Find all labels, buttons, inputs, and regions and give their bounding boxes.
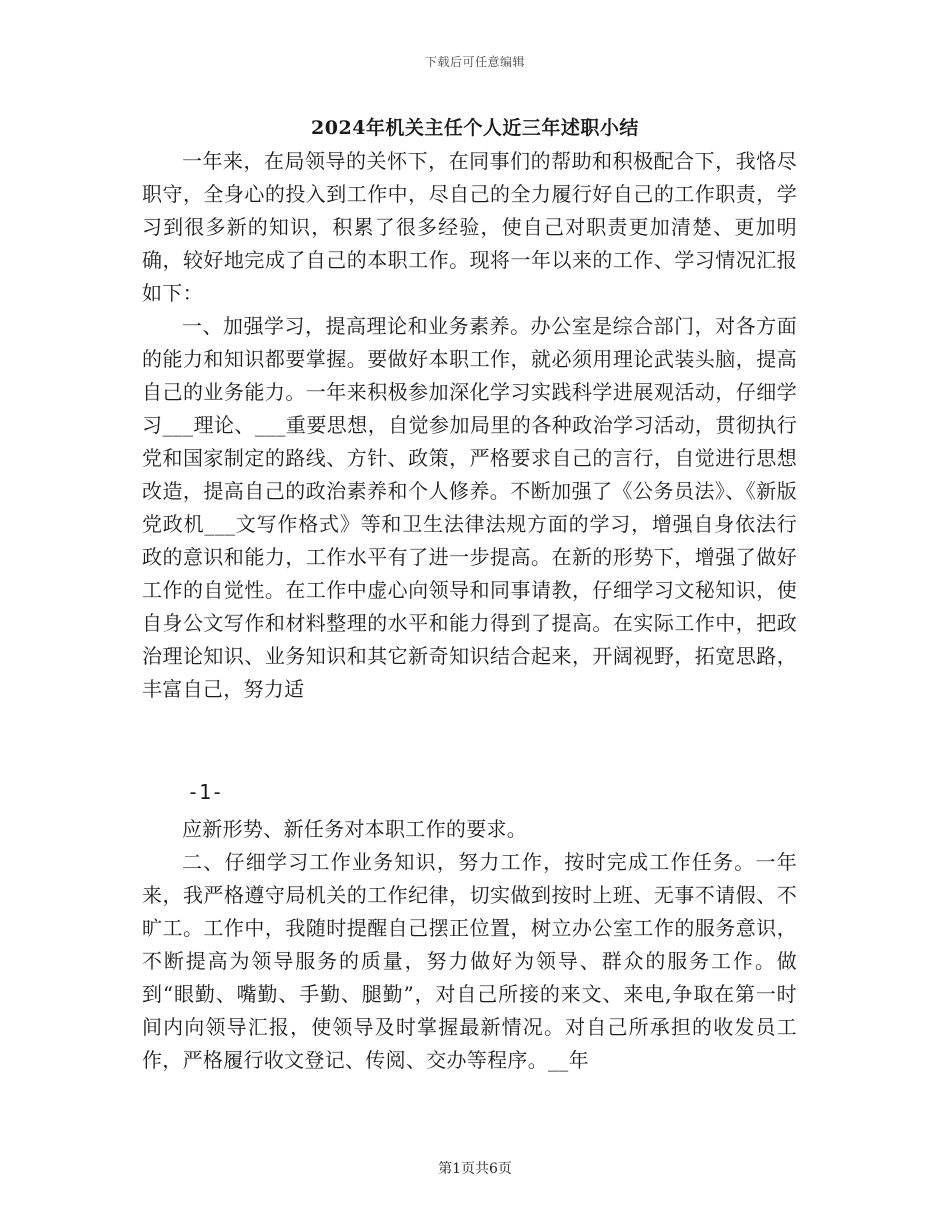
- header-note: 下载后可任意编辑: [424, 55, 525, 69]
- paragraph-continuation: 应新形势、新任务对本职工作的要求。: [182, 817, 528, 841]
- body-section-b: [142, 813, 797, 1077]
- paragraph-section-one: 一、加强学习，提高理论和业务素养。办公室是综合部门，对各方面的能力和知识都要掌握。要做好本职工作，就必须用理论武装头脑，提高自己的业务能力。一年来积极参加深化学习实践科学进展观活动，仔细学习___理论、___重要思想，自觉参加局里的各种政治学习活动，贯彻执行党和国家制定的路线、方针、政策，严格要求自己的言行，自觉进行思想改造，提高自己的政治素养和个人修养。不断加强了《公务员法》、《新版党政机___文写作格式》等和卫生法律法规方面的学习，增强自身依法行政的意识和能力，工作水平有了进一步提高。在新的形势下，增强了做好工作的自觉性。在工作中虚心向领导和同事请教，仔细学习文秘知识，使自身公文写作和材料整理的水平和能力得到了提高。在实际工作中，把政治理论知识、业务知识和其它新奇知识结合起来，开阔视野，拓宽思路，丰富自己，努力适: [142, 314, 797, 701]
- page-marker: -1-: [187, 780, 224, 804]
- paragraph-intro: 一年来，在局领导的关怀下，在同事们的帮助和积极配合下，我恪尽职守，全身心的投入到工作中，尽自己的全力履行好自己的工作职责，学习到很多新的知识，积累了很多经验，使自己对职责更加清楚、更加明确，较好地完成了自己的本职工作。现将一年以来的工作、学习情况汇报如下：: [142, 149, 797, 305]
- document-title: 2024年机关主任个人近三年述职小结: [311, 117, 639, 139]
- paragraph-section-two: 二、仔细学习工作业务知识，努力工作，按时完成工作任务。一年来，我严格遵守局机关的工作纪律，切实做到按时上班、无事不请假、不旷工。工作中，我随时提醒自己摆正位置，树立办公室工作的服务意识，不断提高为领导服务的质量，努力做好为领导、群众的服务工作。做到“眼勤、嘴勤、手勤、腿勤”，对自己所接的来文、来电,争取在第一时间内向领导汇报，使领导及时掌握最新情况。对自己所承担的收发员工作，严格履行收文登记、传阅、交办等程序。__年: [142, 850, 797, 1072]
- body-section-a: [142, 145, 797, 706]
- page-footer: 第1页共6页: [438, 1161, 512, 1177]
